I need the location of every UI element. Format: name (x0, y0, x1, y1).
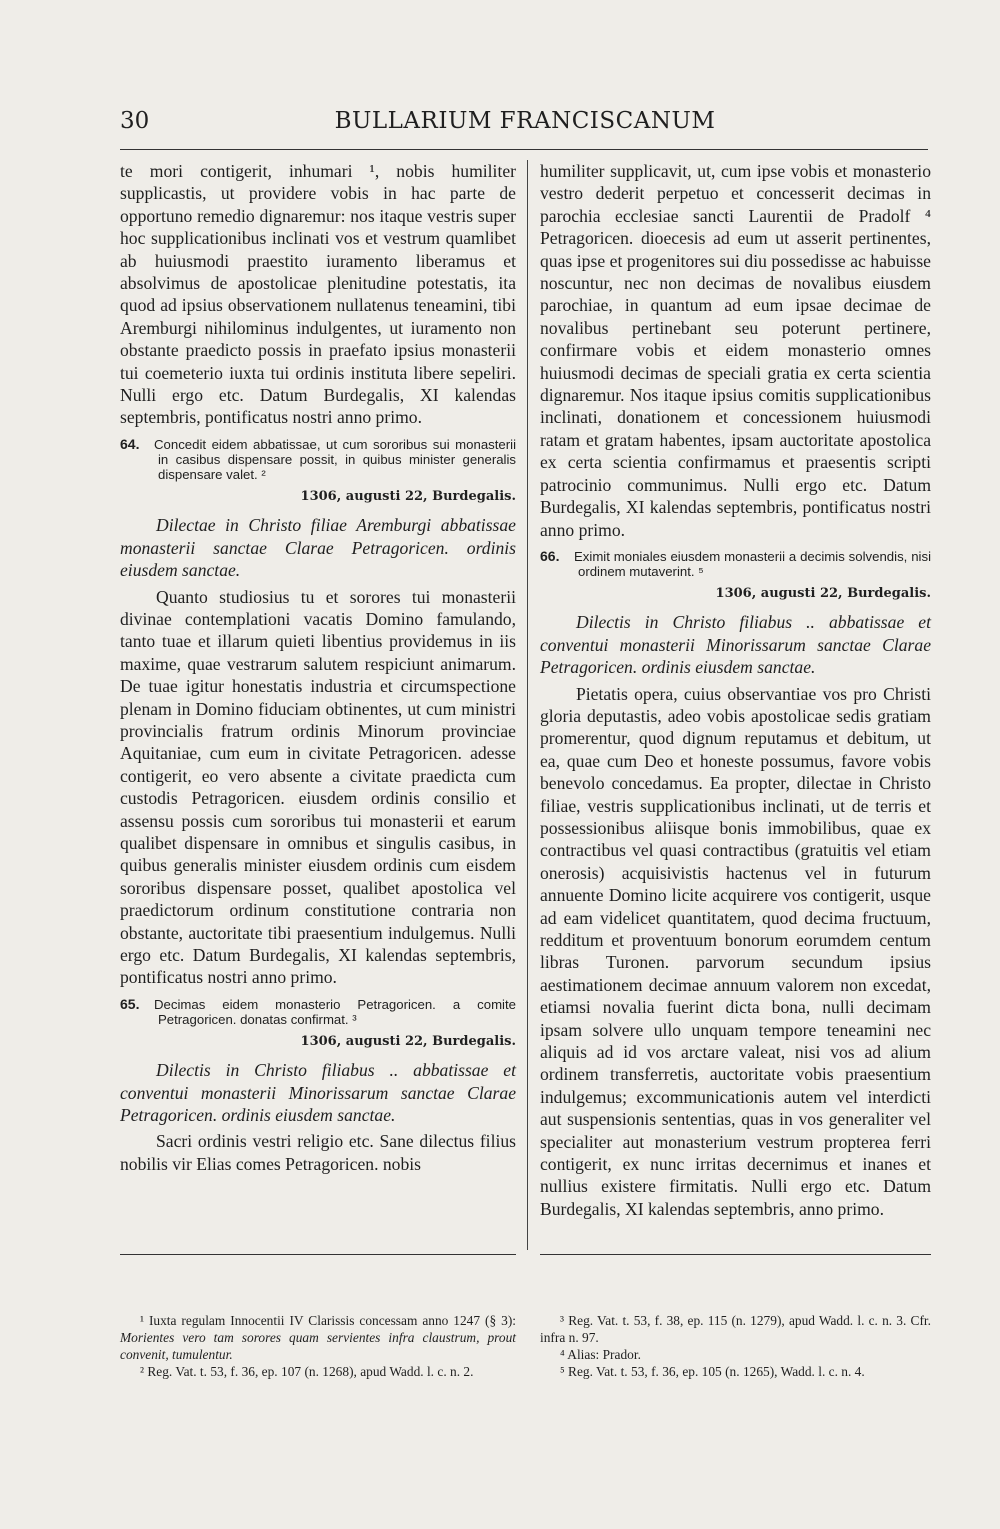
entry-66-summary (540, 549, 931, 579)
entry-65-summary (120, 997, 516, 1027)
entry-64-date: 1306, augusti 22, Burdegalis. (300, 488, 516, 504)
footnote-rule-left (120, 1254, 516, 1255)
entry-65-date: 1306, augusti 22, Burdegalis. (300, 1033, 516, 1049)
entry-summary-text: Decimas eidem monasterio Petragoricen. a comite Petragoricen. donatas confirmat. ³ (154, 996, 516, 1027)
page-header (120, 108, 930, 144)
entry-65-address: Dilectis in Christo filiabus .. abbatissae et conventui monasterii Minorissarum sanctae Clarae Petragoricen. ordinis eiusdem sanctae. (120, 1060, 516, 1126)
header-rule (120, 149, 928, 150)
column-divider (527, 160, 528, 1250)
page-number: 30 (120, 108, 150, 134)
footnote-2: ² Reg. Vat. t. 53, f. 36, ep. 107 (n. 1268), apud Wadd. l. c. n. 2. (140, 1364, 474, 1379)
footnote-5: ⁵ Reg. Vat. t. 53, f. 36, ep. 105 (n. 1265), Wadd. l. c. n. 4. (560, 1364, 865, 1379)
entry-65-text-continued: humiliter supplicavit, ut, cum ipse vobis et monasterio vestro dederit perpetuo et concesserit decimas in parochia ecclesiae sancti Laurentii de Pradolf ⁴ Petragoricen. dioecesis ad eum ut asserit pertinentes, quas ipse et progenitores sui diu possedisse ac habuisse noscuntur, nec non decimas de novalibus eiusdem parochiae, in quantum ad eum ipsae decimae de novalibus pertinebant seu poterunt pertinere, confirmare vobis et eidem monasterio omnes huiusmodi decimas de speciali gratia ex certa scientia dignaremur. Nos itaque ipsius comitis supplicationibus inclinati, donationem et concessionem huiusmodi ratam et gratam habentes, ipsam auctoritate apostolica ex certa scientia confirmamus et praesentis scripti patrocinio communimus. Nulli ergo etc. Datum Burdegalis, XI kalendas septembris, pontificatus nostri anno primo. (540, 161, 931, 540)
footnotes-left (120, 1312, 516, 1380)
footnote-1 (120, 1312, 516, 1363)
footnotes-right (540, 1312, 931, 1380)
entry-summary-text: Concedit eidem abbatissae, ut cum sororibus sui monasterii in casibus dispensare possit, in quibus minister generalis dispensare valet. ² (154, 436, 516, 482)
entry-64-text: Quanto studiosius tu et sorores tui monasterii divinae contemplationi vacatis Domino famulando, tanto tuae et illarum quieti libentius providemus in iis maxime, quae vestrarum salutem respiciunt animarum. De tuae igitur honestatis industria et circumspectione plenam in Domino fiduciam obtinentes, ut cum ministri provincialis fratrum ordinis Minorum provinciae Aquitaniae, cum eum in civitate Petragoricen. adesse contigerit, eo vero absente a civitate praedicta cum custodis Petragoricen. eiusdem ordinis consilio et assensu possis cum sororibus tui monasterii et earum qualibet dispensare in omnibus et singulis casibus, in quibus generalis minister eiusdem ordinis cum eisdem sororibus dispensare posset, qualibet apostolica vel praedictorum ordinum constitutione contraria non obstante, auctoritate tibi praesentium indulgemus. Nulli ergo etc. Datum Burdegalis, XI kalendas septembris, pontificatus nostri anno primo. (120, 586, 516, 988)
entry-number: 64. (120, 435, 140, 452)
entry-number: 65. (120, 995, 140, 1012)
right-column (540, 160, 931, 1220)
entry-summary-text: Eximit moniales eiusdem monasterii a decimis solvendis, nisi ordinem mutaverint. ⁵ (574, 548, 931, 579)
entry-66-date: 1306, augusti 22, Burdegalis. (715, 585, 931, 601)
entry-66-address: Dilectis in Christo filiabus .. abbatissae et conventui monasterii Minorissarum sanctae Clarae Petragoricen. ordinis eiusdem sanctae. (540, 612, 931, 678)
footnote-rule-right (540, 1254, 931, 1255)
entry-number: 66. (540, 547, 560, 564)
footnote-4: ⁴ Alias: Prador. (560, 1347, 641, 1362)
entry-65-text: Sacri ordinis vestri religio etc. Sane dilectus filius nobilis vir Elias comes Petragoricen. nobis (120, 1131, 516, 1174)
left-column (120, 160, 516, 1175)
running-title: BULLARIUM FRANCISCANUM (334, 108, 716, 134)
paragraph-continued: te mori contigerit, inhumari ¹, nobis humiliter supplicastis, ut providere vobis in hac parte de opportuno remedio dignaremur: nos itaque vestris super hoc supplicationibus inclinati vos et vestrum quamlibet ab huiusmodi praestito iuramento liberamus et absolvimus de apostolicae plenitudine potestatis, ita quod ad ipsius observationem nullatenus teneamini, tibi Aremburgi nihilominus indulgentes, ut iuramento non obstante praedicto possis in praefato ipsius monasterii tui coemeterio iuxta tui ordinis instituta libere sepeliri. Nulli ergo etc. Datum Burdegalis, XI kalendas septembris, pontificatus nostri anno primo. (120, 161, 516, 428)
entry-66-text: Pietatis opera, cuius observantiae vos pro Christi gloria deputastis, adeo vobis apostolicae sedis gratiam promerentur, quod dignum reputamus et debitum, ut ea, quae cum Deo et honeste possumus, favore vobis benevolo concedamus. Ea propter, dilectae in Christo filiae, vestris supplicationibus inclinati, ut de terris et possessionibus aliisque bonis immobilibus, quae ex contractibus vel quasi contractibus (gratuitis vel etiam onerosis) acquisivistis hactenus vel in futurum annuente Domino licite acquirere vos contigerit, usque ad eam videlicet quantitatem, quod decima fructuum, redditum et proventuum bonorum eorumdem centum libras Turonen. parvorum secundum ipsius aestimationem decimae annuum valorem non excedat, etiamsi novalia fuerint dicta bona, nulli decimam ipsam solvere ullo unquam tempore teneamini nec aliquis ad id vos arctare valeat, nisi vos ad alium ordinem transferretis, auctoritate vobis praesentium indulgemus; excommunicationis autem vel interdicti aut suspensionis sententias, quas in vos generaliter vel specialiter aut monasterium vestrum propterea ferri contigerit, ex nunc irritas decernimus et inanes et nullius existere firmitatis. Nulli ergo etc. Datum Burdegalis, XI kalendas septembris, anno primo. (540, 683, 931, 1219)
footnote-1-text: ¹ Iuxta regulam Innocentii IV Clarissis concessam anno 1247 (§ 3): (140, 1313, 516, 1328)
footnote-1-quote: Morientes vero tam sorores quam servientes infra claustrum, prout convenit, tumulentur. (120, 1330, 516, 1362)
entry-64-summary (120, 437, 516, 482)
entry-64-address: Dilectae in Christo filiae Aremburgi abbatissae monasterii sanctae Clarae Petragoricen. ordinis eiusdem sanctae. (120, 515, 516, 581)
footnote-3: ³ Reg. Vat. t. 53, f. 38, ep. 115 (n. 1279), apud Wadd. l. c. n. 3. Cfr. infra n. 97. (540, 1313, 931, 1345)
